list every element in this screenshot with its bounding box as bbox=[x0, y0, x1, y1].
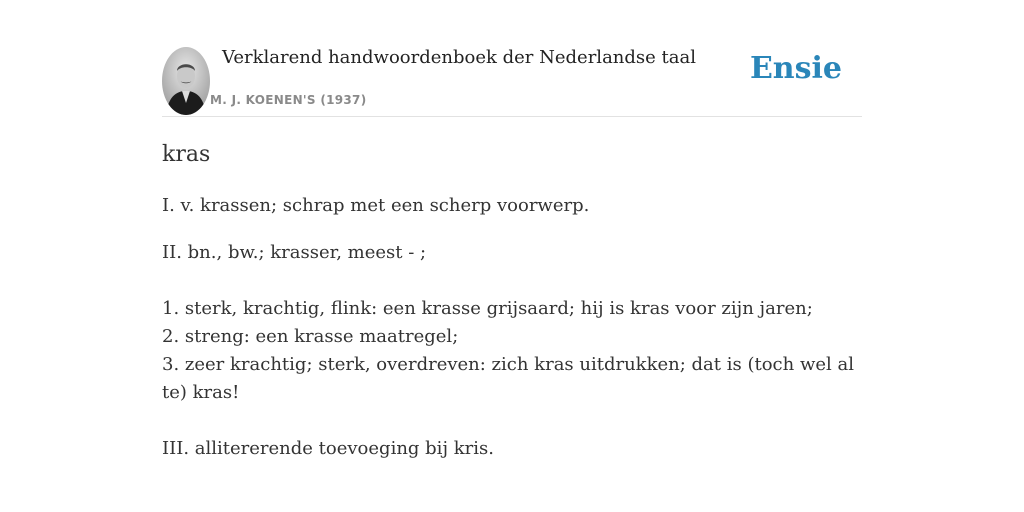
brand-logo-link[interactable]: Ensie bbox=[749, 51, 842, 86]
page bbox=[162, 0, 862, 512]
author-portrait-icon bbox=[162, 47, 210, 115]
dictionary-author: M. J. KOENEN'S (1937) bbox=[210, 93, 367, 107]
entry-section-1-text: I. v. krassen; schrap met een scherp voorwerp. bbox=[162, 195, 590, 216]
dictionary-title: Verklarend handwoordenboek der Nederlandse taal bbox=[222, 47, 696, 68]
entry-section-3-text: III. allitererende toevoeging bij kris. bbox=[162, 438, 494, 459]
entry-section-2-text: II. bn., bw.; krasser, meest - ; bbox=[162, 242, 427, 263]
entry-headword: kras bbox=[162, 142, 211, 167]
entry-sense-1: 1. sterk, krachtig, flink: een krasse grijsaard; hij is kras voor zijn jaren; bbox=[162, 298, 813, 319]
entry-section-2 bbox=[162, 239, 862, 267]
entry-section-3 bbox=[162, 435, 862, 463]
entry-sense-3: 3. zeer krachtig; sterk, overdreven: zich kras uitdrukken; dat is (toch wel al te) kras! bbox=[162, 354, 854, 403]
site-header bbox=[162, 0, 862, 117]
entry-senses bbox=[162, 295, 862, 407]
entry-sense-2: 2. streng: een krasse maatregel; bbox=[162, 326, 459, 347]
entry-section-1 bbox=[162, 192, 862, 220]
